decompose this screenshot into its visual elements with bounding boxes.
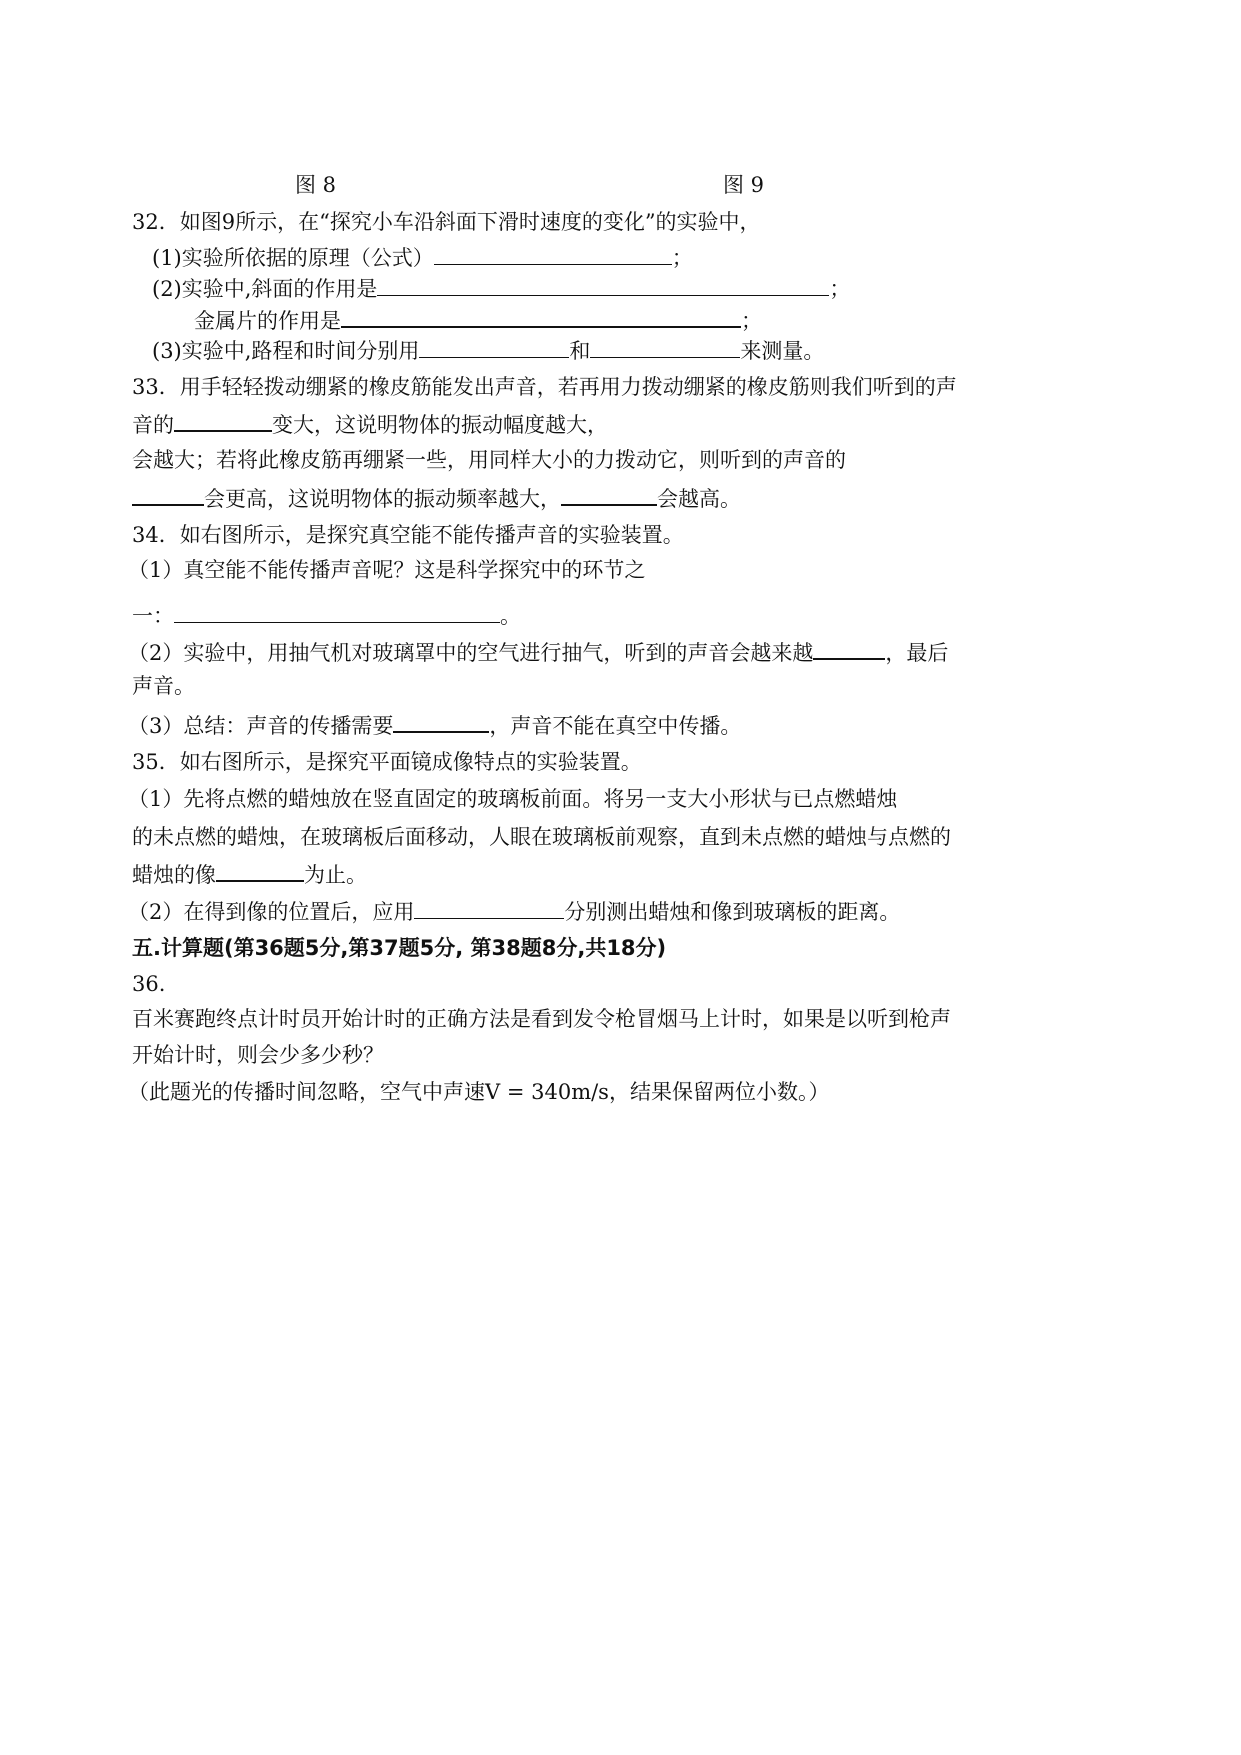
q32-part2 xyxy=(152,273,850,303)
q33-line2-prefix: 音的 xyxy=(132,413,174,437)
q32-part3-mid: 和 xyxy=(569,339,591,363)
q32-part2b-prefix: 金属片的作用是 xyxy=(194,309,341,333)
q33-line2-suffix: 变大，这说明物体的振动幅度越大， xyxy=(272,413,608,437)
q32-part2-suffix: ； xyxy=(829,277,851,301)
q33-line3: 会越大；若将此橡皮筋再绷紧一些，用同样大小的力拨动它，则听到的声音的 xyxy=(132,448,846,472)
q36-number: 36. xyxy=(132,972,166,996)
q35-part2-suffix: 分别测出蜡烛和像到玻璃板的距离。 xyxy=(564,900,901,924)
q36-line1: 百米赛跑终点计时员开始计时的正确方法是看到发令枪冒烟马上计时，如果是以听到枪声 xyxy=(132,1007,951,1031)
q32-part1-suffix: ； xyxy=(671,246,693,270)
q34-part2-prefix: （2）实验中，用抽气机对玻璃罩中的空气进行抽气，听到的声音会越来越 xyxy=(128,641,814,665)
q35-part1-prefix: 蜡烛的像 xyxy=(132,863,216,887)
q32-part2-prefix: (2)实验中,斜面的作用是 xyxy=(152,277,378,301)
q34-part2-line2: 声音。 xyxy=(132,674,195,698)
q33-pitch-blank-2[interactable] xyxy=(561,482,657,506)
q34-part1-line1: （1）真空能不能传播声音呢？这是科学探究中的环节之 xyxy=(128,558,646,582)
q34-part2-suffix: ，最后 xyxy=(885,641,949,665)
q35-stem: 35．如右图所示，是探究平面镜成像特点的实验装置。 xyxy=(132,750,642,774)
q34-part3-prefix: （3）总结：声音的传播需要 xyxy=(128,714,394,738)
q35-part1-line2: 的未点燃的蜡烛，在玻璃板后面移动，人眼在玻璃板前观察，直到未点燃的蜡烛与点燃的 xyxy=(132,825,951,849)
q34-sound-change-blank[interactable] xyxy=(813,636,885,660)
q32-distance-tool-blank[interactable] xyxy=(419,335,569,358)
q35-image-match-blank[interactable] xyxy=(216,858,304,882)
q32-part1-prefix: (1)实验所依据的原理（公式） xyxy=(152,246,434,270)
figure-9-caption: 图 9 xyxy=(723,173,765,197)
q33-pitch-blank[interactable] xyxy=(132,482,204,506)
q35-part1-line1: （1）先将点燃的蜡烛放在竖直固定的玻璃板前面。将另一支大小形状与已点燃蜡烛 xyxy=(128,787,898,811)
q34-part3-suffix: ，声音不能在真空中传播。 xyxy=(489,714,742,738)
q34-medium-blank[interactable] xyxy=(393,709,489,733)
q35-measuring-tool-blank[interactable] xyxy=(414,896,564,919)
q34-part1-prefix: 一： xyxy=(132,604,174,628)
q34-stem: 34．如右图所示，是探究真空能不能传播声音的实验装置。 xyxy=(132,523,684,547)
q33-line4 xyxy=(132,482,741,512)
q34-part3 xyxy=(128,709,741,739)
q32-part2b xyxy=(194,304,762,334)
q35-part1-suffix: 为止。 xyxy=(304,863,367,887)
q32-stem: 32．如图9所示，在“探究小车沿斜面下滑时速度的变化”的实验中， xyxy=(132,210,761,234)
q35-part2 xyxy=(128,896,900,926)
q33-line2 xyxy=(132,408,608,438)
section-5-heading: 五.计算题(第36题5分,第37题5分, 第38题8分,共18分) xyxy=(132,936,667,960)
q34-part1-line2 xyxy=(132,600,521,630)
q35-part1-line3 xyxy=(132,858,367,888)
q32-formula-blank[interactable] xyxy=(434,242,672,265)
q32-part1 xyxy=(152,242,693,272)
q32-part3 xyxy=(152,335,824,365)
q36-line3: （此题光的传播时间忽略，空气中声速V = 340m/s，结果保留两位小数。） xyxy=(128,1080,830,1104)
q33-line4-suffix: 会越高。 xyxy=(657,487,741,511)
q32-part3-suffix: 来测量。 xyxy=(740,339,825,363)
q33-line4-mid: 会更高，这说明物体的振动频率越大， xyxy=(204,487,561,511)
q34-part1-suffix: 。 xyxy=(500,604,521,628)
q34-inquiry-step-blank[interactable] xyxy=(174,600,500,623)
q32-part2b-suffix: ； xyxy=(741,309,762,333)
figure-8-caption: 图 8 xyxy=(295,173,337,197)
q33-loudness-blank[interactable] xyxy=(174,408,272,432)
q32-slope-role-blank[interactable] xyxy=(377,273,829,296)
q35-part2-prefix: （2）在得到像的位置后，应用 xyxy=(128,900,415,924)
q32-metal-sheet-blank[interactable] xyxy=(341,304,741,328)
q33-line1: 33．用手轻轻拨动绷紧的橡皮筋能发出声音，若再用力拨动绷紧的橡皮筋则我们听到的声 xyxy=(132,375,957,399)
q34-part2 xyxy=(128,636,948,666)
q32-part3-prefix: (3)实验中,路程和时间分别用 xyxy=(152,339,420,363)
q32-time-tool-blank[interactable] xyxy=(590,335,740,358)
q36-line2: 开始计时，则会少多少秒？ xyxy=(132,1043,384,1067)
